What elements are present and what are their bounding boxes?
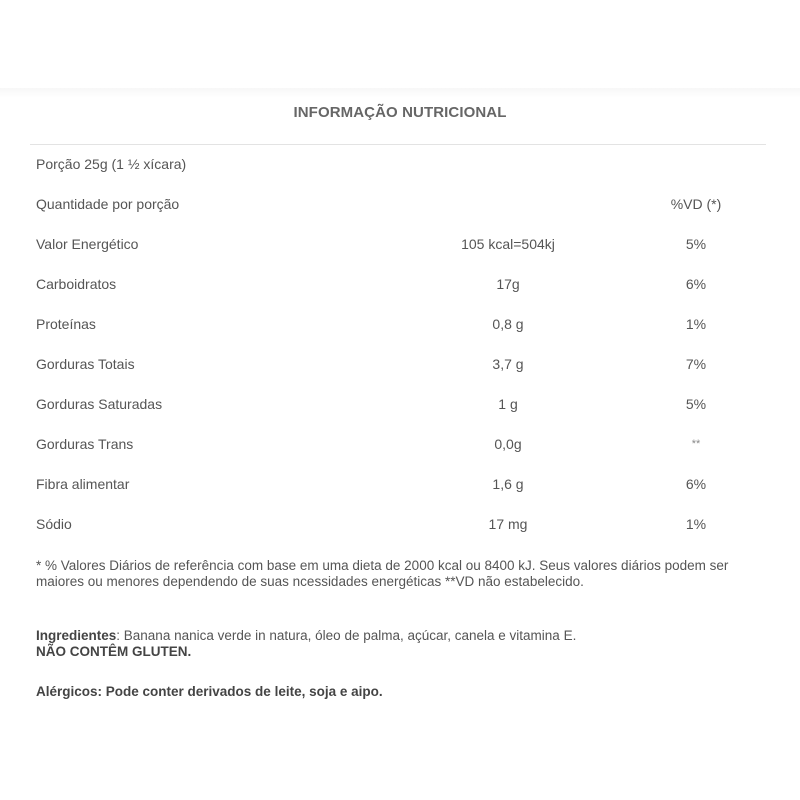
gluten-notice: NÃO CONTÊM GLUTEN. — [36, 644, 192, 659]
nutrient-vd: 6% — [685, 476, 707, 492]
nutrient-name: Proteínas — [36, 316, 96, 332]
table-header-row — [36, 184, 766, 224]
nutrient-vd: 7% — [685, 356, 707, 372]
nutrient-vd: 5% — [685, 236, 707, 252]
nutrient-amount: 1 g — [498, 396, 518, 412]
table-row — [36, 384, 766, 424]
table-row — [36, 504, 766, 544]
nutrient-amount: 17 mg — [488, 516, 528, 532]
table-row — [36, 304, 766, 344]
nutrient-name: Gorduras Totais — [36, 356, 135, 372]
nutrient-amount: 0,8 g — [492, 316, 524, 332]
nutrient-name: Valor Energético — [36, 236, 139, 252]
nutrient-vd: 5% — [685, 396, 707, 412]
nutrient-name: Sódio — [36, 516, 72, 532]
header-quantity-label: Quantidade por porção — [36, 196, 180, 212]
ingredients-text: : Banana nanica verde in natura, óleo de palma, açúcar, canela e vitamina E. — [116, 628, 577, 643]
ingredients-block — [36, 628, 766, 660]
table-row — [36, 344, 766, 384]
allergens-notice: Alérgicos: Pode conter derivados de leite, soja e aipo. — [36, 684, 383, 699]
nutrient-vd: 1% — [685, 316, 707, 332]
nutrient-vd: 6% — [685, 276, 707, 292]
table-row — [36, 224, 766, 264]
table-title: INFORMAÇÃO NUTRICIONAL — [293, 104, 507, 121]
title-divider — [30, 144, 766, 145]
nutrient-amount: 17g — [496, 276, 520, 292]
header-vd-label: %VD (*) — [670, 196, 722, 212]
nutrient-vd: 1% — [685, 516, 707, 532]
nutrient-name: Carboidratos — [36, 276, 117, 292]
nutrient-amount: 0,0g — [494, 436, 522, 452]
nutrient-amount: 3,7 g — [492, 356, 524, 372]
nutrient-amount: 1,6 g — [492, 476, 524, 492]
nutrient-name: Gorduras Trans — [36, 436, 134, 452]
table-row — [36, 264, 766, 304]
nutrient-amount: 105 kcal=504kj — [461, 236, 555, 252]
table-row — [36, 424, 766, 464]
portion-size: Porção 25g (1 ½ xícara) — [36, 156, 187, 172]
nutrition-table — [36, 184, 766, 544]
ingredients-label: Ingredientes — [36, 628, 117, 643]
daily-values-footnote: * % Valores Diários de referência com base em uma dieta de 2000 kcal ou 8400 kJ. Seus valores diários podem ser maiores ou menores dependendo de suas ncessidades energéticas **VD não estabelecido. — [36, 558, 729, 589]
nutrient-name: Fibra alimentar — [36, 476, 130, 492]
table-row — [36, 464, 766, 504]
top-shadow-band — [0, 88, 800, 98]
nutrient-vd: ** — [691, 438, 701, 450]
nutrient-name: Gorduras Saturadas — [36, 396, 163, 412]
